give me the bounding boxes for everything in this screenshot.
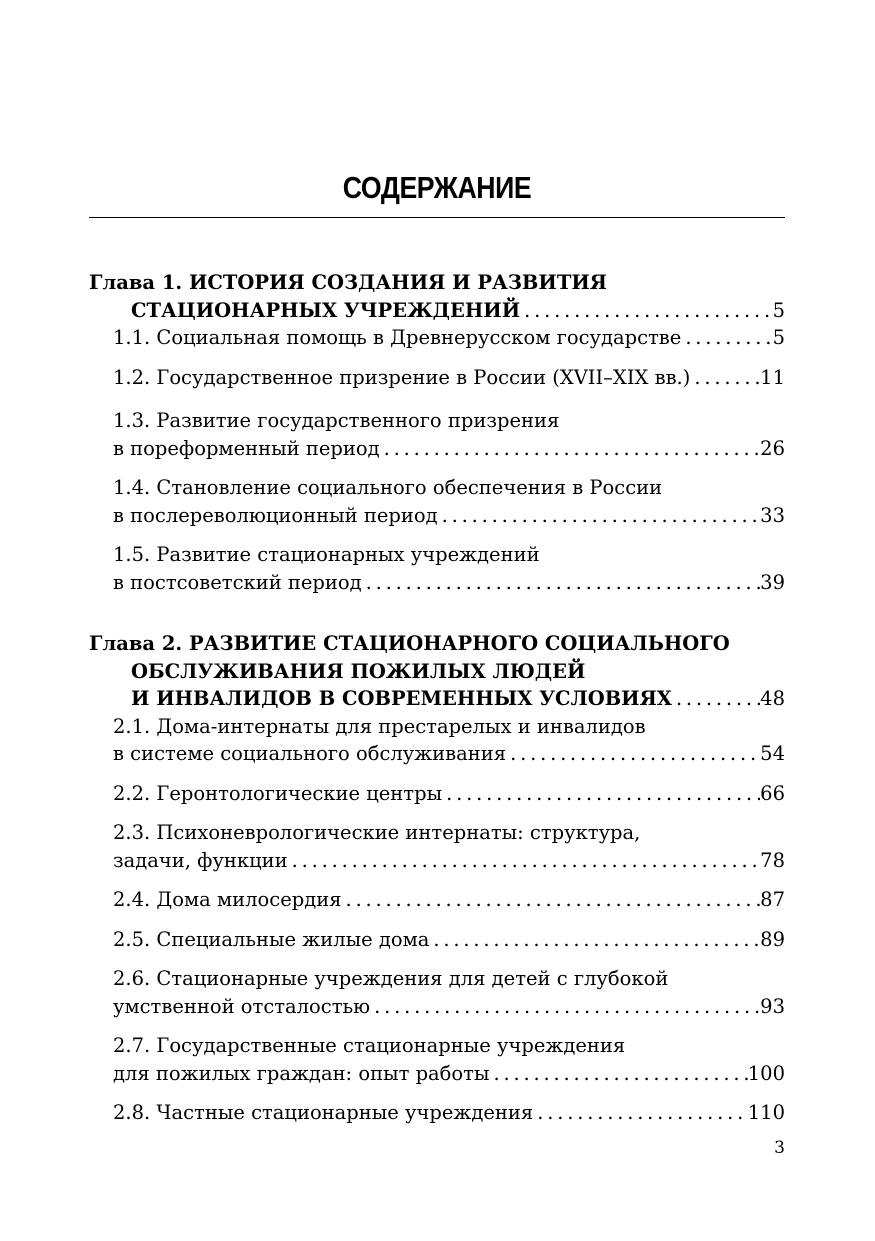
page-ref: 5 — [772, 326, 785, 349]
leader-dots — [489, 1060, 747, 1088]
page-ref: 89 — [760, 927, 785, 951]
entry-title-line: 1.3. Развитие государственного призрения — [113, 409, 560, 432]
leader-dots — [672, 685, 760, 713]
toc-entry-1-3[interactable] — [89, 407, 785, 462]
page-title: СОДЕРЖАНИЕ — [342, 170, 532, 205]
leader-dots — [690, 364, 760, 392]
toc-entry-2-4[interactable] — [89, 886, 785, 914]
page-ref: 66 — [760, 781, 785, 805]
leader-dots — [370, 993, 760, 1021]
chapter-heading-last-line[interactable] — [89, 297, 785, 325]
page-ref: 93 — [760, 994, 785, 1018]
toc-entry-2-3[interactable] — [89, 819, 785, 874]
chapter-heading-line: Глава 1. ИСТОРИЯ СОЗДАНИЯ И РАЗВИТИЯ — [89, 271, 607, 294]
page-ref: 78 — [760, 848, 785, 872]
table-of-contents — [89, 269, 785, 1127]
leader-dots — [520, 297, 772, 325]
leader-dots — [380, 435, 761, 463]
entry-title-last-line: в послереволюционный период — [113, 503, 438, 527]
chapter-title: СТАЦИОНАРНЫХ УЧРЕЖДЕНИЙ — [131, 298, 521, 322]
page-ref: 100 — [747, 1061, 785, 1085]
toc-entry-1-2[interactable] — [89, 364, 785, 392]
leader-dots — [442, 780, 760, 808]
entry-title-last-line: для пожилых граждан: опыт работы — [113, 1061, 490, 1085]
leader-dots — [342, 886, 761, 914]
toc-entry-1-4[interactable] — [89, 474, 785, 529]
entry-title-last-line: в пореформенный период — [113, 436, 380, 460]
page-ref: 39 — [760, 570, 785, 594]
leader-dots — [533, 1099, 748, 1127]
entry-title-line: 2.3. Психоневрологические интернаты: структура, — [113, 821, 641, 844]
leader-dots — [506, 740, 760, 768]
page-ref: 48 — [760, 687, 785, 710]
entry-title: 2.8. Частные стационарные учреждения — [113, 1101, 534, 1124]
page-ref: 5 — [772, 298, 785, 322]
chapter-heading-line: Глава 2. РАЗВИТИЕ СТАЦИОНАРНОГО СОЦИАЛЬНОГО — [89, 632, 730, 655]
entry-title-last-line: задачи, функции — [113, 848, 288, 872]
toc-entry-1-5[interactable] — [89, 541, 785, 596]
page-number: 3 — [774, 1138, 785, 1158]
leader-dots — [681, 324, 772, 352]
chapter-2 — [89, 630, 785, 713]
toc-entry-2-7[interactable] — [89, 1032, 785, 1087]
entry-title-line: 2.1. Дома-интернаты для престарелых и инвалидов — [113, 714, 646, 738]
entry-title-line: 1.5. Развитие стационарных учреждений — [113, 543, 540, 566]
leader-dots — [362, 569, 761, 597]
entry-title: 1.2. Государственное призрение в России (XVII–XIX вв.) — [113, 365, 691, 389]
entry-title-line: 1.4. Становление социального обеспечения в России — [113, 476, 663, 499]
entry-title-line: 2.7. Государственные стационарные учреждения — [113, 1034, 626, 1057]
leader-dots — [288, 847, 761, 875]
toc-entry-2-5[interactable] — [89, 926, 785, 954]
page-ref: 33 — [760, 503, 785, 527]
chapter-title: И ИНВАЛИДОВ В СОВРЕМЕННЫХ УСЛОВИЯХ — [131, 687, 672, 710]
page-ref: 11 — [760, 365, 785, 389]
entry-title-line: 2.6. Стационарные учреждения для детей с глубокой — [113, 967, 669, 990]
leader-dots — [429, 926, 760, 954]
chapter-heading-line: ОБСЛУЖИВАНИЯ ПОЖИЛЫХ ЛЮДЕЙ — [131, 659, 586, 683]
page-ref: 26 — [760, 436, 785, 460]
entry-title-last-line: умственной отсталостью — [113, 994, 371, 1018]
entry-title-last-line: в постсоветский период — [113, 570, 362, 594]
toc-entry-2-8[interactable] — [89, 1099, 785, 1127]
entry-title-last-line: в системе социального обслуживания — [113, 742, 507, 765]
entry-title: 2.2. Геронтологические центры — [113, 781, 443, 805]
chapter-heading-last-line[interactable] — [89, 685, 785, 713]
toc-entry-2-2[interactable] — [89, 780, 785, 808]
toc-entry-2-1[interactable] — [89, 713, 785, 768]
page-ref: 54 — [760, 742, 785, 765]
entry-title: 2.4. Дома милосердия — [113, 888, 342, 911]
toc-entry-2-6[interactable] — [89, 965, 785, 1020]
title-divider — [89, 217, 785, 218]
toc-entry-1-1[interactable] — [89, 324, 785, 352]
page-ref: 110 — [747, 1101, 785, 1124]
leader-dots — [438, 502, 761, 530]
entry-title: 1.1. Социальная помощь в Древнерусском государстве — [113, 326, 682, 349]
entry-title: 2.5. Специальные жилые дома — [113, 927, 430, 951]
page-ref: 87 — [760, 888, 785, 911]
chapter-1 — [89, 269, 785, 324]
